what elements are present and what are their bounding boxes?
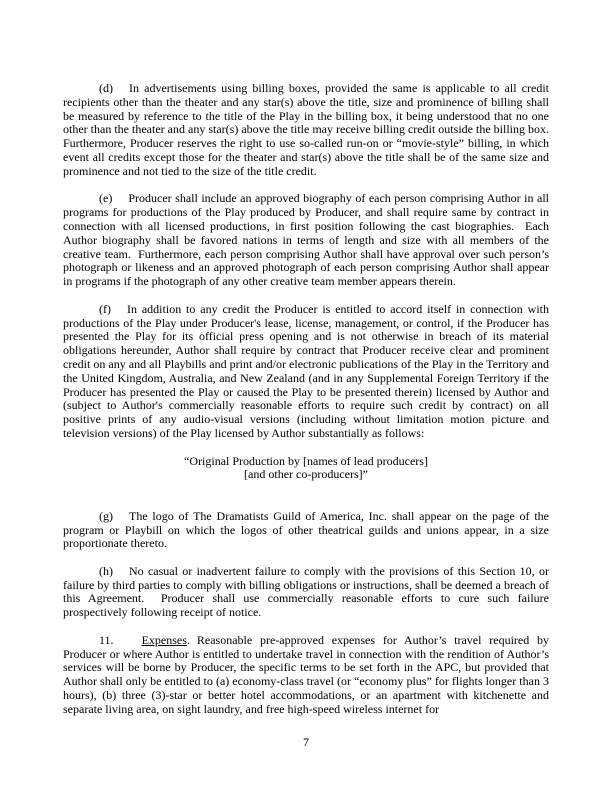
quote-line-1: “Original Production by [names of lead producers] <box>184 453 428 468</box>
paragraph-h-text: No casual or inadvertent failure to comply with the provisions of this Section 10, or failure by third parties to comply with billing obligations or instructions, shall be deemed a breach of this Agreement. Producer shall use commercially reasonable efforts to cure such failure prospectively following receipt of notice. <box>63 563 552 620</box>
paragraph-e-text: Producer shall include an approved biography of each person comprising Author in all programs for productions of the Play produced by Producer, and shall require same by contract in connection with all licensed productions, in first position following the cast biographies. Each Author biography shall be favored nations in terms of length and size with all members of the creative team. Furthermore, each person comprising Author shall have approval over such person’s photograph or likeness and an approved photograph of each person comprising Author shall appear in programs if the photograph of any other creative team member appears therein. <box>63 191 552 289</box>
paragraph-f-text: In addition to any credit the Producer is entitled to accord itself in connection with productions of the Play under Producer's lease, license, management, or control, if the Producer has presented the Play for its official press opening and is not otherwise in breach of its material obligations hereunder, Author shall require by contract that Producer receive clear and prominent credit on any and all Playbills and print and/or electronic publications of the Play in the Territory and the United Kingdom, Australia, and New Zealand (and in any Supplemental Foreign Territory if the Producer has presented the Play or caused the Play to be presented therein) licensed by Author and (subject to Author's commercially reasonable efforts to require such credit by contract) on all positive prints of any audio-visual versions (including without limitation motion picture and television versions) of the Play licensed by Author substantially as follows: <box>63 301 552 440</box>
paragraph-f <box>63 301 552 441</box>
tab-spacer <box>114 643 142 644</box>
tab-spacer <box>113 574 129 575</box>
quote-line-2: [and other co-producers]” <box>244 467 368 482</box>
section-11-heading: Expenses <box>141 632 187 647</box>
paragraph-g-text: The logo of The Dramatists Guild of America, Inc. shall appear on the page of the program or Playbill on which the logos of other theatrical guilds and unions appear, in a size proportionate thereto. <box>63 508 552 551</box>
paragraph-h-label: (h) <box>99 563 113 578</box>
paragraph-d-label: (d) <box>99 81 113 95</box>
paragraph-e <box>63 191 552 289</box>
tab-spacer <box>113 519 129 520</box>
sentence-spacer <box>190 643 197 644</box>
page-number: 7 <box>303 735 309 749</box>
tab-spacer <box>111 312 127 313</box>
section-11-number: 11. <box>99 632 114 647</box>
section-11-heading-period: . <box>186 632 190 647</box>
page-content <box>63 81 555 730</box>
paragraph-h <box>63 563 552 620</box>
paragraph-d <box>63 81 555 179</box>
production-credit-quote <box>63 455 549 483</box>
paragraph-d-text: In advertisements using billing boxes, provided the same is applicable to all credit recipients other than the theater and any star(s) above the title, size and prominence of billing shall be measured by reference to the title of the Play in the billing box, it being understood that no one other than the theater and any star(s) above the title may receive billing credit outside the billing box. Furthermore, Producer reserves the right to use so-called run-on or “movie-style” billing, in which event all credits except those for the theater and star(s) above the title shall be of the same size and prominence and not tied to the size of the title credit. <box>63 81 555 178</box>
section-11 <box>63 632 552 717</box>
paragraph-f-label: (f) <box>99 301 111 316</box>
paragraph-g-label: (g) <box>99 508 113 523</box>
paragraph-e-label: (e) <box>99 191 113 206</box>
section-11-text: Reasonable pre-approved expenses for Author’s travel required by Producer or where Author is entitled to undertake travel in connection with the rendition of Author’s services will be borne by Producer, the specific terms to be set forth in the APC, but provided that Author shall only be entitled to (a) economy-class travel (or “economy plus” for flights longer than 3 hours), (b) three (3)-star or better hotel accommodations, or an apartment with kitchenette and separate living area, on sight laundry, and free high-speed wireless internet for <box>63 632 552 716</box>
tab-spacer <box>112 201 128 202</box>
tab-spacer <box>113 91 129 92</box>
paragraph-g <box>63 508 552 551</box>
